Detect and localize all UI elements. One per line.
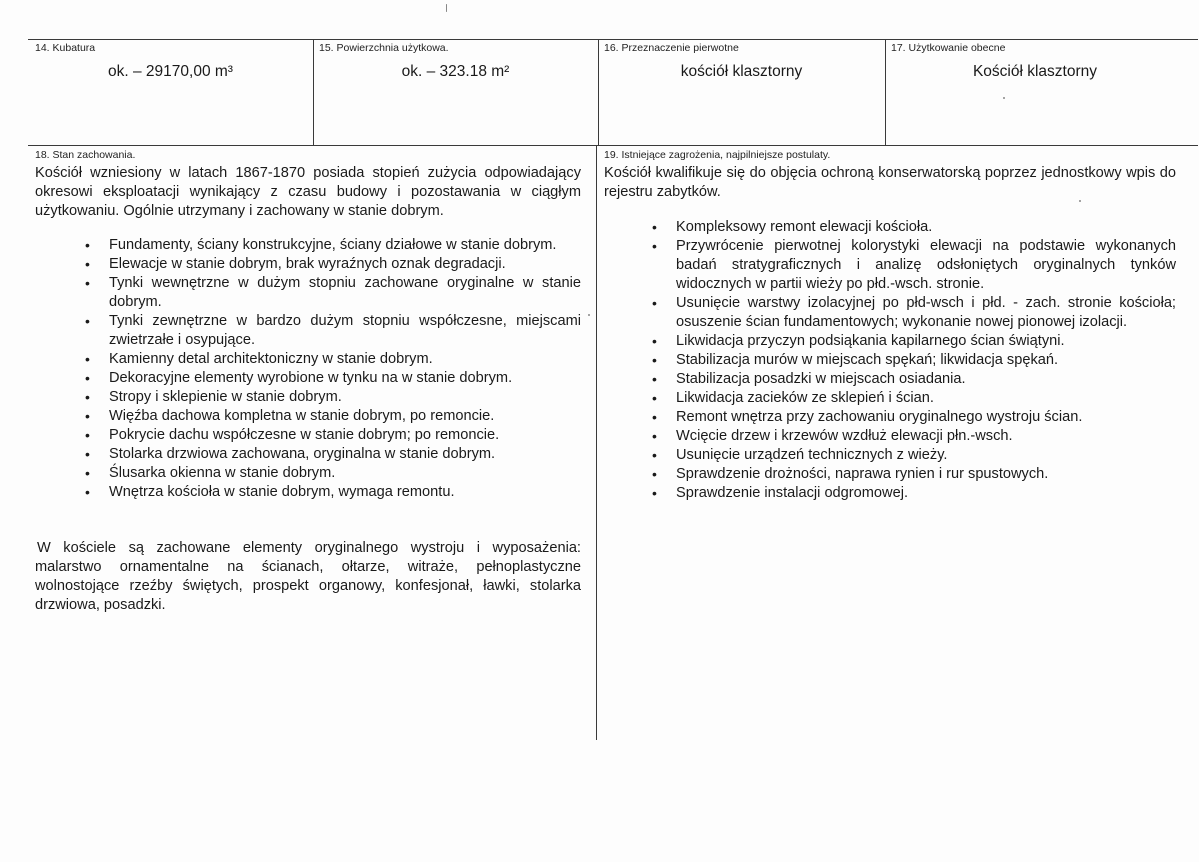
list-item-text: Tynki zewnętrzne w bardzo dużym stopniu współczesne, miejscami zwietrzałe i osypujące. — [109, 313, 581, 348]
list-item-text: Likwidacja zacieków ze sklepień i ścian. — [676, 390, 934, 406]
list-item — [84, 407, 581, 426]
bullet-icon: • — [652, 447, 657, 463]
list-item-text: Tynki wewnętrzne w dużym stopniu zachowane oryginalne w stanie dobrym. — [109, 275, 581, 310]
stan-zachowania-intro: Kościół wzniesiony w latach 1867-1870 posiada stopień zużycia odpowiadający okresowi eksploatacji wynikający z czasu budowy i pozostawania w ciągłym użytkowaniu. Ogólnie utrzymany i zachowany w stanie dobrym. — [35, 165, 581, 219]
top-border — [28, 39, 1198, 40]
bullet-icon: • — [85, 256, 90, 272]
list-item-text: Sprawdzenie instalacji odgromowej. — [676, 485, 908, 501]
list-item-text: Wcięcie drzew i krzewów wzdłuż elewacji płn.-wsch. — [676, 428, 1013, 444]
bullet-icon: • — [652, 295, 657, 311]
list-item — [84, 236, 581, 255]
list-item-text: Ślusarka okienna w stanie dobrym. — [109, 465, 336, 481]
list-item — [651, 332, 1176, 351]
list-item — [84, 255, 581, 274]
divider-main — [596, 145, 597, 740]
list-item-text: Kompleksowy remont elewacji kościoła. — [676, 219, 933, 235]
scan-speck — [1003, 97, 1005, 99]
stan-zachowania-list — [84, 236, 581, 502]
bullet-icon: • — [85, 351, 90, 367]
list-item-text: Remont wnętrza przy zachowaniu oryginalnego wystroju ścian. — [676, 409, 1083, 425]
zagrozenia-label: 19. Istniejące zagrożenia, najpilniejsze postulaty. — [604, 149, 831, 161]
bullet-icon: • — [85, 275, 90, 291]
list-item — [651, 446, 1176, 465]
bullet-icon: • — [85, 370, 90, 386]
list-item — [651, 465, 1176, 484]
uzytkowanie-value: Kościół klasztorny — [972, 63, 1098, 80]
bullet-icon: • — [85, 237, 90, 253]
bullet-icon: • — [85, 408, 90, 424]
list-item — [651, 370, 1176, 389]
list-item — [651, 427, 1176, 446]
list-item — [84, 445, 581, 464]
scan-speck — [588, 314, 590, 316]
przeznaczenie-value: kościół klasztorny — [680, 63, 803, 80]
bullet-icon: • — [85, 484, 90, 500]
bullet-icon: • — [652, 238, 657, 254]
bullet-icon: • — [652, 219, 657, 235]
divider-col3 — [885, 39, 886, 146]
list-item-text: Pokrycie dachu współczesne w stanie dobrym; po remoncie. — [109, 427, 500, 443]
postulaty-list — [651, 218, 1176, 503]
list-item-text: Sprawdzenie drożności, naprawa rynien i rur spustowych. — [676, 466, 1049, 482]
list-item-text: Fundamenty, ściany konstrukcyjne, ściany działowe w stanie dobrym. — [109, 237, 557, 253]
powierzchnia-label: 15. Powierzchnia użytkowa. — [319, 42, 449, 54]
list-item — [84, 426, 581, 445]
list-item — [84, 369, 581, 388]
bullet-icon: • — [85, 427, 90, 443]
list-item-text: Kamienny detal architektoniczny w stanie dobrym. — [109, 351, 433, 367]
list-item-text: Usunięcie warstwy izolacyjnej po płd-wsch i płd. - zach. stronie kościoła; osuszenie ścian fundamentowych; wykonanie nowej pionowej izolacji. — [676, 295, 1176, 330]
list-item-text: Więźba dachowa kompletna w stanie dobrym, po remoncie. — [109, 408, 495, 424]
list-item — [651, 218, 1176, 237]
list-item — [651, 484, 1176, 503]
list-item — [651, 294, 1176, 332]
divider-col2 — [598, 39, 599, 146]
bullet-icon: • — [85, 389, 90, 405]
list-item-text: Stabilizacja murów w miejscach spękań; likwidacja spękań. — [676, 352, 1059, 368]
list-item-text: Stabilizacja posadzki w miejscach osiadania. — [676, 371, 966, 387]
wystroj-paragraph: W kościele są zachowane elementy oryginalnego wystroju i wyposażenia: malarstwo ornamentalne na ścianach, ołtarze, witraże, pełnoplastyczne wolnostojące rzeźby świętych, prospekt organowy, konfesjonał, ławki, stolarka drzwiowa, posadzki. — [35, 540, 581, 613]
scan-speck — [446, 4, 447, 12]
powierzchnia-value: ok. – 323.18 m² — [401, 63, 510, 80]
list-item-text: Stropy i sklepienie w stanie dobrym. — [109, 389, 342, 405]
list-item — [651, 408, 1176, 427]
list-item — [84, 312, 581, 350]
zagrozenia-intro: Kościół kwalifikuje się do objęcia ochroną konserwatorską poprzez jednostkowy wpis do rejestru zabytków. — [604, 165, 1176, 200]
list-item-text: Dekoracyjne elementy wyrobione w tynku na w stanie dobrym. — [109, 370, 513, 386]
bullet-icon: • — [652, 409, 657, 425]
bullet-icon: • — [652, 371, 657, 387]
list-item-text: Stolarka drzwiowa zachowana, oryginalna w stanie dobrym. — [109, 446, 496, 462]
bullet-icon: • — [652, 333, 657, 349]
list-item — [84, 483, 581, 502]
divider-col1 — [313, 39, 314, 146]
list-item — [651, 237, 1176, 294]
bullet-icon: • — [652, 485, 657, 501]
list-item-text: Przywrócenie pierwotnej kolorystyki elewacji na podstawie wykonanych badań stratygraficznych i analizę odsłoniętych oryginalnych tynków widocznych w partii wieży po płd.-wsch. stronie. — [676, 238, 1176, 292]
scan-speck — [1079, 200, 1081, 202]
bullet-icon: • — [652, 466, 657, 482]
kubatura-label: 14. Kubatura — [35, 42, 96, 54]
list-item-text: Elewacje w stanie dobrym, brak wyraźnych oznak degradacji. — [109, 256, 506, 272]
stan-zachowania-label: 18. Stan zachowania. — [35, 149, 136, 161]
bullet-icon: • — [85, 446, 90, 462]
list-item-text: Wnętrza kościoła w stanie dobrym, wymaga remontu. — [109, 484, 455, 500]
list-item — [651, 351, 1176, 370]
bullet-icon: • — [85, 465, 90, 481]
list-item — [651, 389, 1176, 408]
list-item — [84, 464, 581, 483]
list-item — [84, 350, 581, 369]
list-item-text: Likwidacja przyczyn podsiąkania kapilarnego ścian świątyni. — [676, 333, 1065, 349]
list-item-text: Usunięcie urządzeń technicznych z wieży. — [676, 447, 948, 463]
bullet-icon: • — [652, 352, 657, 368]
kubatura-value: ok. – 29170,00 m³ — [108, 63, 233, 80]
bullet-icon: • — [652, 390, 657, 406]
uzytkowanie-label: 17. Użytkowanie obecne — [891, 42, 1006, 54]
list-item — [84, 274, 581, 312]
list-item — [84, 388, 581, 407]
row1-bottom-border — [28, 145, 1198, 146]
przeznaczenie-label: 16. Przeznaczenie pierwotne — [604, 42, 739, 54]
bullet-icon: • — [652, 428, 657, 444]
bullet-icon: • — [85, 313, 90, 329]
